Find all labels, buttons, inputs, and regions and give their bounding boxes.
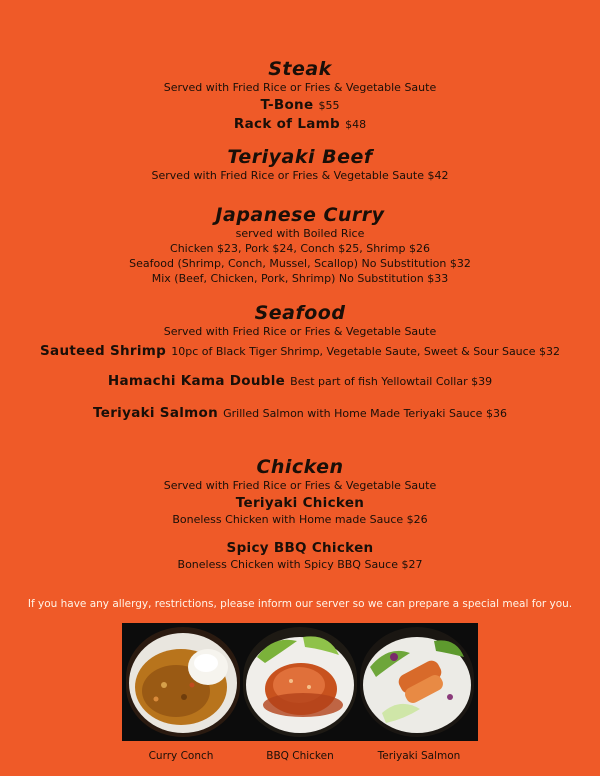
- menu-item: [0, 95, 600, 114]
- curry-line: served with Boiled Rice: [235, 227, 365, 240]
- item-name: Sauteed Shrimp: [40, 343, 167, 359]
- item-price: $55: [318, 99, 340, 112]
- curry-line: Mix (Beef, Chicken, Pork, Shrimp) No Substitution $33: [151, 272, 449, 285]
- item-name: Rack of Lamb: [233, 116, 340, 132]
- menu-item: [0, 371, 600, 390]
- curry-line: Seafood (Shrimp, Conch, Mussel, Scallop) No Substitution $32: [129, 257, 471, 270]
- section-subtitle: Served with Fried Rice or Fries & Vegetable Saute: [163, 325, 437, 338]
- menu-item: [0, 341, 600, 360]
- section-subtitle: Served with Fried Rice or Fries & Vegetable Saute $42: [151, 169, 449, 182]
- section-subtitle: Served with Fried Rice or Fries & Vegetable Saute: [163, 479, 437, 492]
- curry-line: Chicken $23, Pork $24, Conch $25, Shrimp $26: [170, 242, 430, 255]
- section-subtitle: Served with Fried Rice or Fries & Vegetable Saute: [163, 81, 437, 94]
- bbq-chicken-photo: [243, 627, 357, 737]
- section-title: Seafood: [254, 302, 346, 324]
- photo-strip: [122, 623, 478, 741]
- japanese-curry-section: [0, 204, 600, 286]
- menu-item: [0, 403, 600, 422]
- item-desc: Best part of fish Yellowtail Collar $39: [290, 375, 493, 388]
- item-desc: 10pc of Black Tiger Shrimp, Vegetable Saute, Sweet & Sour Sauce $32: [171, 345, 560, 358]
- item-name: T-Bone: [260, 97, 314, 113]
- allergy-note: If you have any allergy, restrictions, please inform our server so we can prepare a special meal for you.: [27, 598, 573, 610]
- menu-item: [0, 538, 600, 572]
- teriyaki-beef-section: [0, 146, 600, 183]
- curry-conch-photo: [126, 627, 240, 737]
- item-name: Teriyaki Chicken: [235, 495, 365, 511]
- section-title: Japanese Curry: [215, 204, 385, 226]
- item-name: Hamachi Kama Double: [107, 373, 286, 389]
- photo-caption: Curry Conch: [148, 750, 214, 762]
- item-name: Spicy BBQ Chicken: [226, 540, 374, 556]
- seafood-section: [0, 302, 600, 339]
- steak-section: [0, 58, 600, 133]
- section-title: Teriyaki Beef: [227, 146, 373, 168]
- photo-caption: Teriyaki Salmon: [377, 750, 461, 762]
- section-title: Steak: [268, 58, 332, 80]
- item-desc: Boneless Chicken with Home made Sauce $26: [172, 513, 428, 526]
- teriyaki-salmon-photo: [360, 627, 474, 737]
- photo-captions: [122, 750, 478, 762]
- item-name: Teriyaki Salmon: [93, 405, 219, 421]
- photo-caption: BBQ Chicken: [266, 750, 334, 762]
- chicken-section: [0, 456, 600, 527]
- section-title: Chicken: [256, 456, 344, 478]
- item-price: $48: [345, 118, 367, 131]
- menu-item: [0, 114, 600, 133]
- item-desc: Boneless Chicken with Spicy BBQ Sauce $27: [177, 558, 423, 571]
- item-desc: Grilled Salmon with Home Made Teriyaki Sauce $36: [223, 407, 507, 420]
